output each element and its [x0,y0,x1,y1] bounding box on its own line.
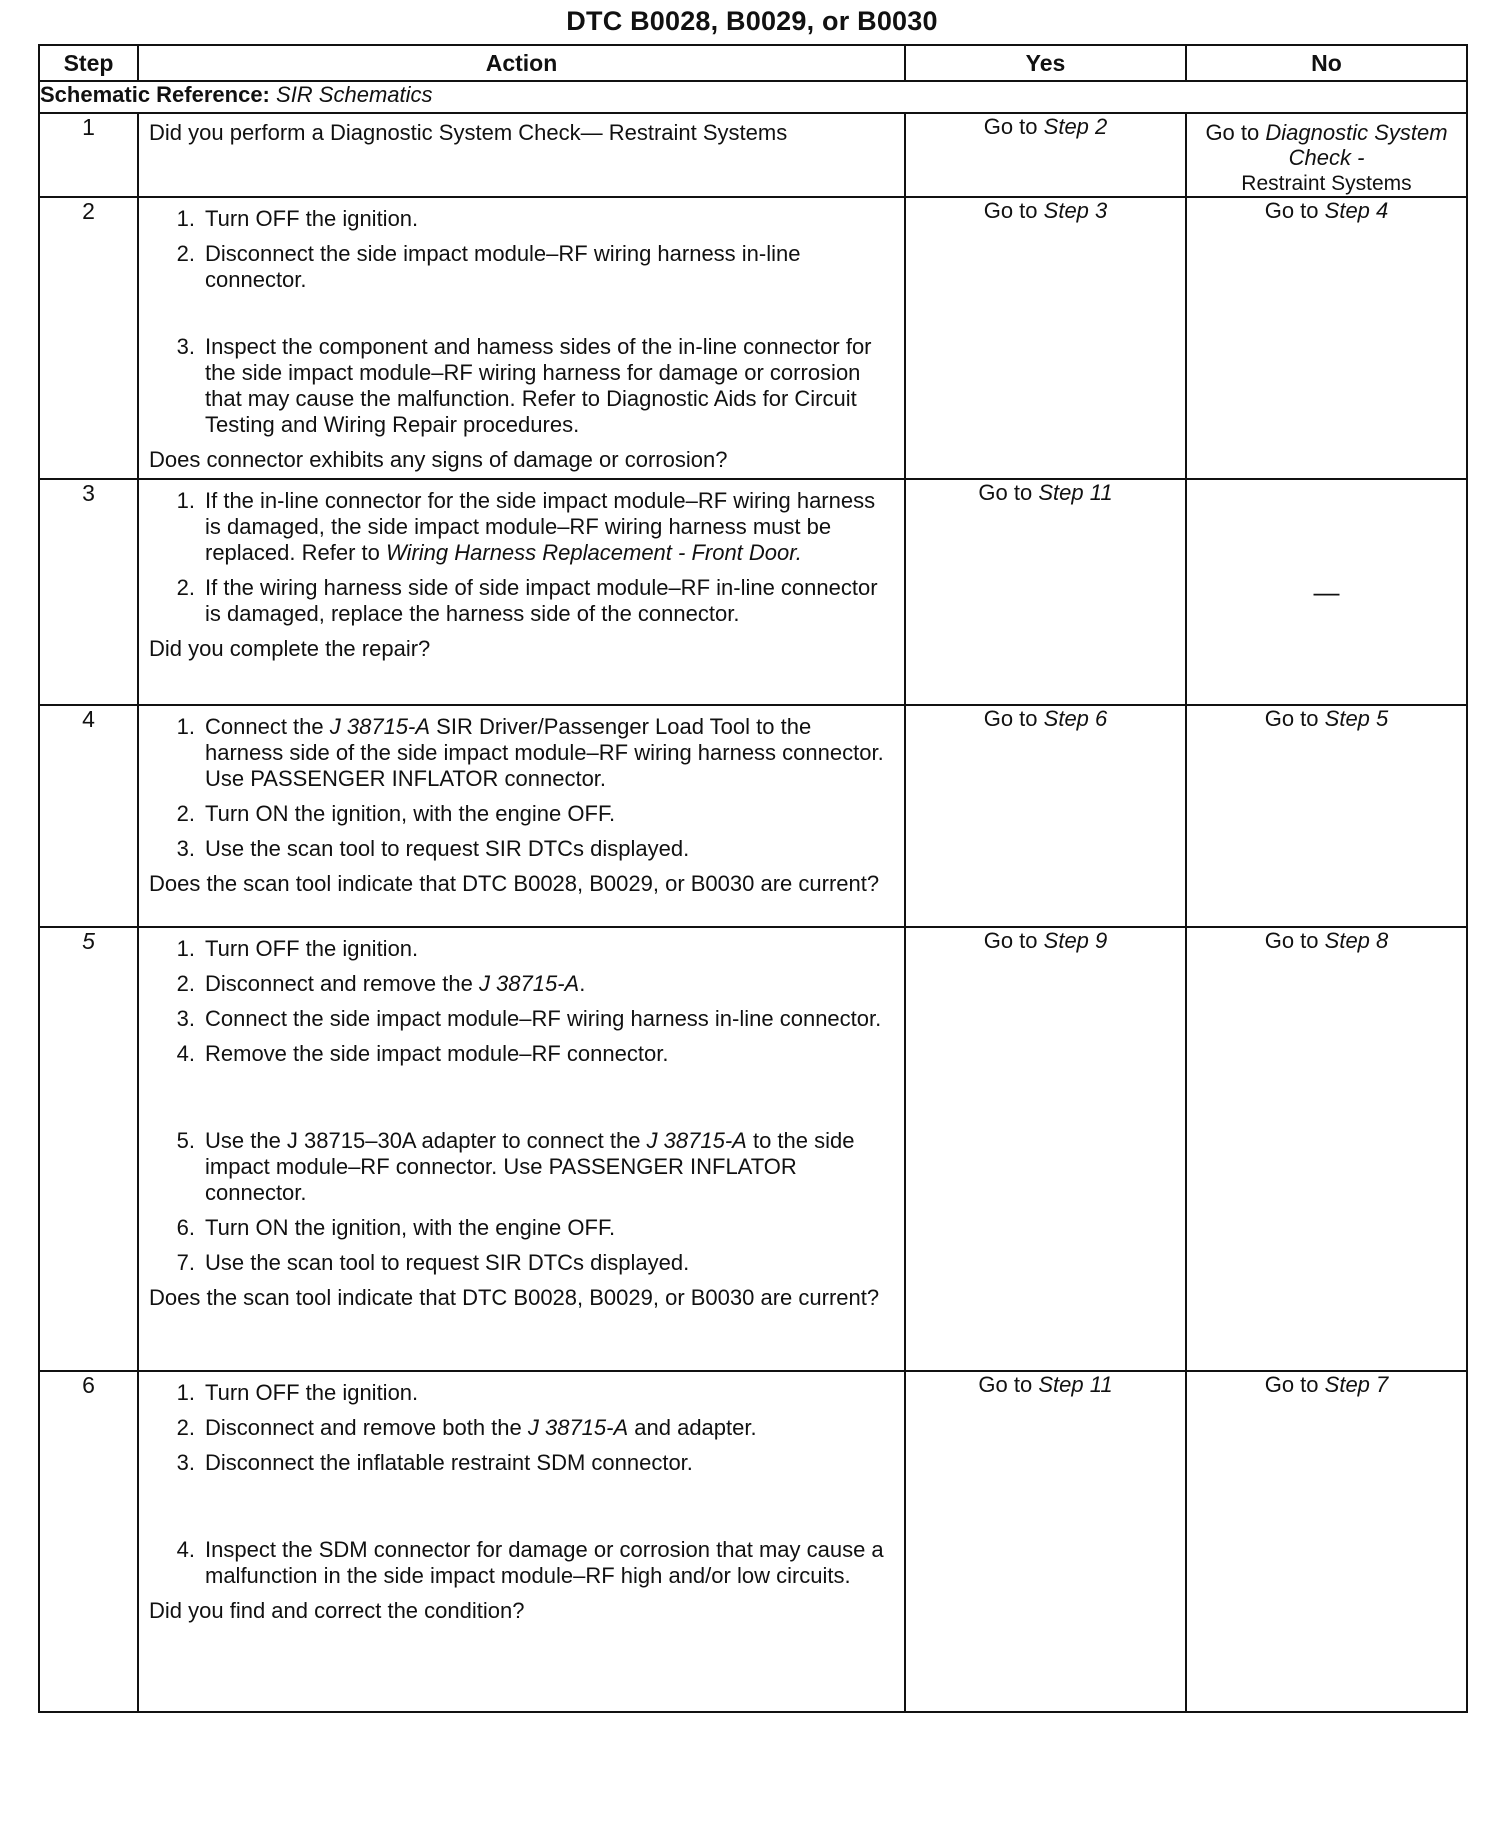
action-item-segment: Use the J 38715–30A adapter to connect the [205,1128,647,1153]
action-item [153,1006,894,1032]
no-cell [1186,197,1467,479]
no-step-ref: Step 5 [1324,706,1389,731]
action-item-number: 1. [176,936,195,961]
action-cell [138,113,905,197]
yes-step-ref: Step 3 [1043,198,1108,223]
action-cell [138,705,905,927]
diagnostic-table [38,44,1468,1713]
goto-label: Go to [978,480,1033,505]
no-cell [1186,113,1467,197]
action-item-number: 1. [176,714,195,739]
no-step-ref: Step 4 [1324,198,1389,223]
action-item [153,334,894,438]
yes-cell [905,705,1186,927]
action-item-text [205,714,894,792]
action-item-text [205,1215,894,1241]
goto-label: Go to [1264,928,1319,953]
action-list [139,198,904,447]
action-item-number: 4. [176,1537,195,1562]
action-item-text [205,1250,894,1276]
action-item-segment: Turn OFF the ignition. [205,206,419,231]
yes-goto [984,198,1108,223]
goto-label: Go to [1264,198,1319,223]
table-row [39,197,1467,479]
action-item-segment: to the side impact module–RF connector. Use PASSENGER INFLATOR connector. [205,1128,855,1205]
action-item-emphasis: Wiring Harness Replacement - Front Door. [385,540,802,565]
action-cell [138,927,905,1371]
action-item-number: 5. [176,1128,195,1153]
action-item [153,1415,894,1441]
action-item-segment: If the in-line connector for the side impact module–RF wiring harness is damaged, the side impact module–RF wiring harness must be replaced. Refer to [205,488,876,565]
action-item [153,971,894,997]
no-goto-italic: Diagnostic System Check - [1265,120,1448,170]
step-number: 2 [39,197,138,479]
action-question: Did you complete the repair? [149,636,431,661]
step-number: 5 [39,927,138,1371]
table-row [39,1371,1467,1712]
action-item-segment: Connect the [205,714,330,739]
no-cell [1186,705,1467,927]
action-item-segment: SIR Driver/Passenger Load Tool to the harness side of the side impact module–RF wiring harness connector. Use PASSENGER INFLATOR connector. [205,714,884,791]
no-step-ref: Step 7 [1324,1372,1389,1397]
action-item-text [205,488,894,566]
action-question: Does connector exhibits any signs of damage or corrosion? [149,447,728,472]
action-item-text [205,1041,894,1067]
action-item-segment: Turn ON the ignition, with the engine OFF. [205,1215,616,1240]
step-number: 1 [39,113,138,197]
action-item-text [205,334,894,438]
goto-label: Go to [983,706,1038,731]
action-item-segment: Turn OFF the ignition. [205,936,419,961]
table-row [39,927,1467,1371]
action-item [153,1041,894,1067]
goto-label: Go to [1264,1372,1319,1397]
yes-goto [984,928,1108,953]
schematic-row [39,81,1467,113]
action-item-number: 3. [176,1006,195,1031]
action-item-text [205,1450,894,1476]
step-number: 3 [39,479,138,705]
yes-cell [905,1371,1186,1712]
yes-step-ref: Step 11 [1038,480,1113,505]
no-cell [1186,479,1467,705]
table-row [39,113,1467,197]
action-item-segment: Inspect the SDM connector for damage or corrosion that may cause a malfunction in the side impact module–RF high and/or low circuits. [205,1537,884,1588]
schematic-value: SIR Schematics [276,82,433,107]
schematic-label: Schematic Reference: [40,82,270,107]
goto-label: Go to [983,928,1038,953]
yes-goto [984,114,1108,139]
action-item-text [205,1380,894,1406]
yes-step-ref: Step 2 [1043,114,1108,139]
action-item-number: 4. [176,1041,195,1066]
action-item-emphasis: J 38715-A [329,714,431,739]
goto-label: Go to [983,114,1038,139]
step-number: 4 [39,705,138,927]
action-item-number: 2. [176,1415,195,1440]
action-item [153,1450,894,1476]
action-item [153,575,894,627]
step-number: 6 [39,1371,138,1712]
table-row [39,705,1467,927]
yes-goto [978,1372,1112,1397]
action-item [153,488,894,566]
goto-label: Go to [978,1372,1033,1397]
action-list [139,1372,904,1598]
action-item-segment: Turn OFF the ignition. [205,1380,419,1405]
yes-step-ref: Step 9 [1043,928,1108,953]
no-cell [1186,1371,1467,1712]
action-item-segment: Disconnect and remove the [205,971,479,996]
action-item-text [205,241,894,293]
header-no: No [1186,45,1467,81]
table-row [39,479,1467,705]
action-item-number: 1. [176,206,195,231]
yes-goto [978,480,1112,505]
goto-label: Go to [1264,706,1319,731]
yes-step-ref: Step 11 [1038,1372,1113,1397]
header-step: Step [39,45,138,81]
action-item-emphasis: J 38715-A [527,1415,629,1440]
action-item-number: 3. [176,1450,195,1475]
no-goto [1265,1372,1389,1397]
action-cell [138,197,905,479]
action-list [139,706,904,871]
no-dash: — [1313,577,1340,607]
action-question: Did you perform a Diagnostic System Check— Restraint Systems [149,120,788,145]
action-item [153,1215,894,1241]
no-goto [1265,198,1389,223]
no-goto-prefix: Go to [1205,120,1260,145]
action-item-number: 2. [176,241,195,266]
action-item-segment: Inspect the component and hamess sides of the in-line connector for the side impact module–RF wiring harness for damage or corrosion that may cause the malfunction. Refer to Diagnostic Aids for Circuit Testing and Wiring Repair procedures. [205,334,872,437]
yes-step-ref: Step 6 [1043,706,1108,731]
action-question: Does the scan tool indicate that DTC B0028, B0029, or B0030 are current? [149,1285,880,1310]
action-item-segment: Disconnect and remove both the [205,1415,528,1440]
yes-goto [984,706,1108,731]
yes-cell [905,197,1186,479]
action-item-text [205,836,894,862]
action-item-segment: Use the scan tool to request SIR DTCs displayed. [205,1250,690,1275]
action-list [139,480,904,636]
action-item-number: 7. [176,1250,195,1275]
action-item-text [205,1415,894,1441]
action-item-number: 3. [176,836,195,861]
action-item-text [205,1006,894,1032]
no-goto [1265,928,1389,953]
action-item-segment: Connect the side impact module–RF wiring harness in-line connector. [205,1006,882,1031]
action-item [153,801,894,827]
action-item-number: 2. [176,575,195,600]
action-item-text [205,801,894,827]
action-item-number: 2. [176,801,195,826]
action-item-segment: Use the scan tool to request SIR DTCs displayed. [205,836,690,861]
action-cell [138,479,905,705]
action-item-number: 3. [176,334,195,359]
header-action: Action [138,45,905,81]
action-item-text [205,1128,894,1206]
no-goto-rest: Restraint Systems [1241,172,1412,195]
action-item [153,1250,894,1276]
action-item [153,241,894,293]
yes-cell [905,113,1186,197]
action-item-text [205,575,894,627]
action-item-text [205,971,894,997]
action-item-segment: and adapter. [628,1415,757,1440]
action-item-segment: Turn ON the ignition, with the engine OFF. [205,801,616,826]
action-item-segment: Disconnect the inflatable restraint SDM connector. [205,1450,693,1475]
header-row [39,45,1467,81]
action-item [153,936,894,962]
action-item-number: 6. [176,1215,195,1240]
schematic-reference [39,81,1467,113]
action-item-text [205,206,894,232]
action-item [153,1128,894,1206]
action-item-emphasis: J 38715-A [478,971,580,996]
action-list [139,928,904,1285]
action-item [153,206,894,232]
action-item-number: 1. [176,488,195,513]
no-cell [1186,927,1467,1371]
page-title: DTC B0028, B0029, or B0030 [566,6,938,36]
action-item-emphasis: J 38715-A [646,1128,747,1153]
action-question: Did you find and correct the condition? [149,1598,525,1623]
action-item [153,836,894,862]
action-item-segment: If the wiring harness side of side impact module–RF in-line connector is damaged, replace the harness side of the connector. [205,575,878,626]
no-step-ref: Step 8 [1324,928,1389,953]
no-goto [1265,706,1389,731]
yes-cell [905,479,1186,705]
action-item-segment: Remove the side impact module–RF connector. [205,1041,669,1066]
header-yes: Yes [905,45,1186,81]
action-item-number: 1. [176,1380,195,1405]
action-question: Does the scan tool indicate that DTC B0028, B0029, or B0030 are current? [149,871,880,896]
action-item [153,714,894,792]
action-item-text [205,936,894,962]
goto-label: Go to [983,198,1038,223]
action-item-number: 2. [176,971,195,996]
action-item-segment: . [579,971,586,996]
action-item [153,1537,894,1589]
action-item-segment: Disconnect the side impact module–RF wiring harness in-line connector. [205,241,801,292]
yes-cell [905,927,1186,1371]
action-item [153,1380,894,1406]
action-item-text [205,1537,894,1589]
action-cell [138,1371,905,1712]
